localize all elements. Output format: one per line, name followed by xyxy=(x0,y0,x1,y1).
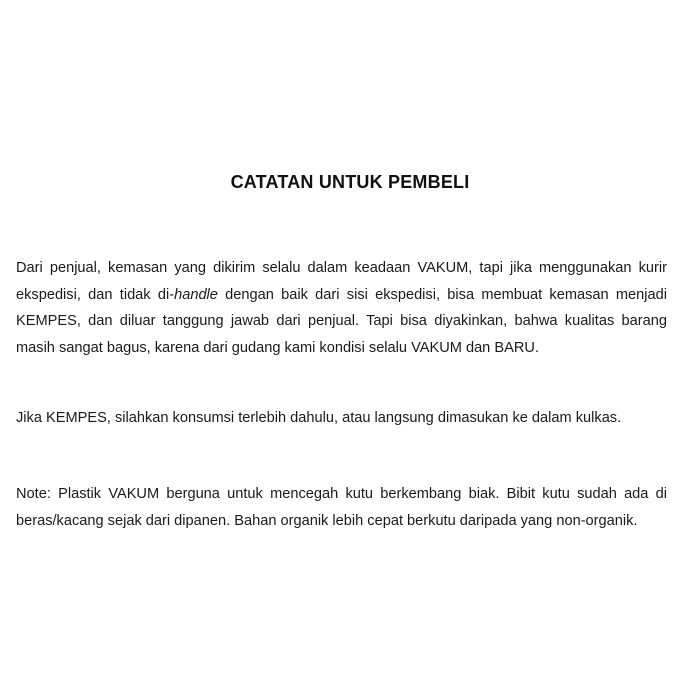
paragraph-vacuum-note: Note: Plastik VAKUM berguna untuk mencegah kutu berkembang biak. Bibit kutu sudah ada di beras/kacang sejak dari dipanen. Bahan organik lebih cepat berkutu daripada yang non-organik. xyxy=(16,486,667,529)
paragraph-1-italic-word: handle xyxy=(174,286,218,303)
paragraph-1-text-start: Dari penjual, kemasan yang dikirim selalu dalam keadaan VAKUM, tapi jika menggunakan kurir ekspedisi, dan tidak di- xyxy=(16,260,667,303)
document-title: CATATAN UNTUK PEMBELI xyxy=(230,172,470,192)
paragraph-kempes-instruction: Jika KEMPES, silahkan konsumsi terlebih dahulu, atau langsung dimasukan ke dalam kulkas. xyxy=(16,410,622,426)
paragraph-packaging-note xyxy=(16,255,667,361)
paragraph-1-text-end: dengan baik dari sisi ekspedisi, bisa membuat kemasan menjadi KEMPES, dan diluar tanggung jawab dari penjual. Tapi bisa diyakinkan, bahwa kualitas barang masih sangat bagus, karena dari gudang kami kondisi selalu VAKUM dan BARU. xyxy=(16,286,668,356)
